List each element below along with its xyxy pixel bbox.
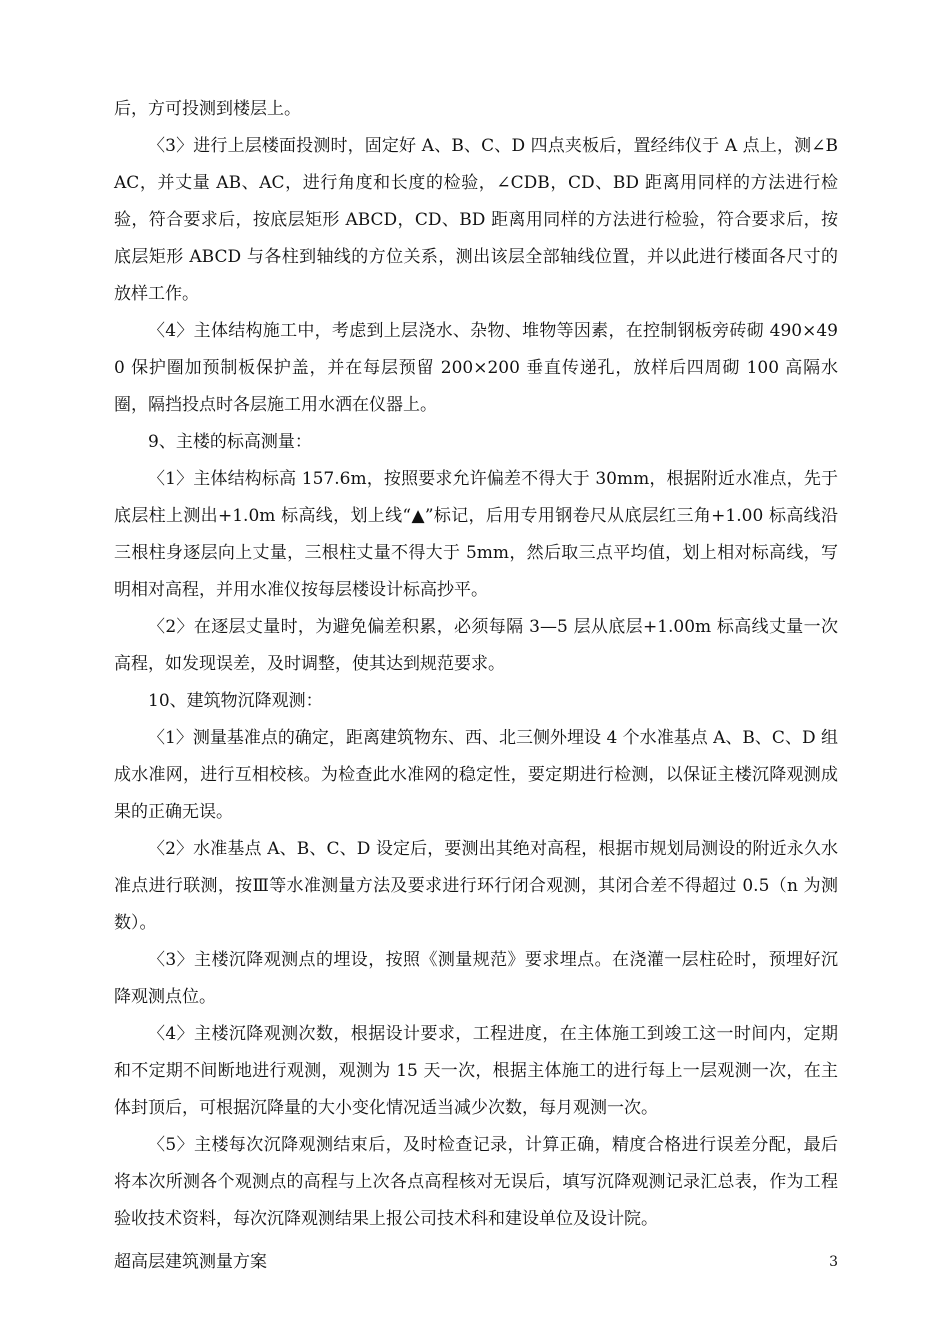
document-body [114, 91, 838, 1238]
page-number: 3 [829, 1254, 838, 1270]
paragraph-settlement-item-4: 〈4〉主楼沉降观测次数，根据设计要求，工程进度，在主体施工到竣工这一时间内，定期和不定期不间断地进行观测，观测为 15 天一次，根据主体施工的进行每上一层观测一次，在主体封顶后，可根据沉降量的大小变化情况适当减少次数，每月观测一次。 [114, 1024, 838, 1118]
paragraph-settlement-item-5: 〈5〉主楼每次沉降观测结束后，及时检查记录，计算正确，精度合格进行误差分配，最后将本次所测各个观测点的高程与上次各点高程核对无误后，填写沉降观测记录汇总表，作为工程验收技术资料，每次沉降观测结果上报公司技术科和建设单位及设计院。 [114, 1135, 838, 1229]
paragraph-settlement-item-1: 〈1〉测量基准点的确定，距离建筑物东、西、北三侧外埋设 4 个水准基点 A、B、C、D 组成水准网，进行互相校核。为检查此水准网的稳定性，要定期进行检测，以保证主楼沉降观测成果的正确无误。 [114, 728, 838, 822]
section-heading-elevation: 9、主楼的标高测量： [148, 432, 312, 452]
paragraph-elevation-item-2: 〈2〉在逐层丈量时，为避免偏差积累，必须每隔 3—5 层从底层+1.00m 标高线丈量一次高程，如发现误差，及时调整，使其达到规范要求。 [114, 617, 838, 674]
paragraph-item-4-protection: 〈4〉主体结构施工中，考虑到上层浇水、杂物、堆物等因素，在控制钢板旁砖砌 490×490 保护圈加预制板保护盖，并在每层预留 200×200 垂直传递孔，放样后四周砌 100 高隔水圈，隔挡投点时各层施工用水洒在仪器上。 [114, 321, 838, 415]
paragraph-continuation: 后，方可投测到楼层上。 [114, 99, 301, 119]
footer-document-title: 超高层建筑测量方案 [114, 1252, 267, 1272]
paragraph-item-3-floor-projection: 〈3〉进行上层楼面投测时，固定好 A、B、C、D 四点夹板后，置经纬仪于 A 点上，测∠BAC，并丈量 AB、AC，进行角度和长度的检验，∠CDB，CD、BD 距离用同样的方法进行检验，符合要求后，按底层矩形 ABCD，CD、BD 距离用同样的方法进行检验，符合要求后，按底层矩形 ABCD 与各柱到轴线的方位关系，测出该层全部轴线位置，并以此进行楼面各尺寸的放样工作。 [114, 136, 838, 304]
paragraph-settlement-item-3: 〈3〉主楼沉降观测点的埋设，按照《测量规范》要求埋点。在浇灌一层柱砼时，预埋好沉降观测点位。 [114, 950, 838, 1007]
section-heading-settlement: 10、建筑物沉降观测： [148, 691, 323, 711]
paragraph-settlement-item-2: 〈2〉水准基点 A、B、C、D 设定后，要测出其绝对高程，根据市规划局测设的附近永久水准点进行联测，按Ⅲ等水准测量方法及要求进行环行闭合观测，其闭合差不得超过 0.5（n 为测数）。 [114, 839, 838, 933]
paragraph-elevation-item-1: 〈1〉主体结构标高 157.6m，按照要求允许偏差不得大于 30mm，根据附近水准点，先于底层柱上测出+1.0m 标高线，划上线“▲”标记，后用专用钢卷尺从底层红三角+1.00 标高线沿三根柱身逐层向上丈量，三根柱丈量不得大于 5mm，然后取三点平均值，划上相对标高线，写明相对高程，并用水准仪按每层楼设计标高抄平。 [114, 469, 838, 600]
